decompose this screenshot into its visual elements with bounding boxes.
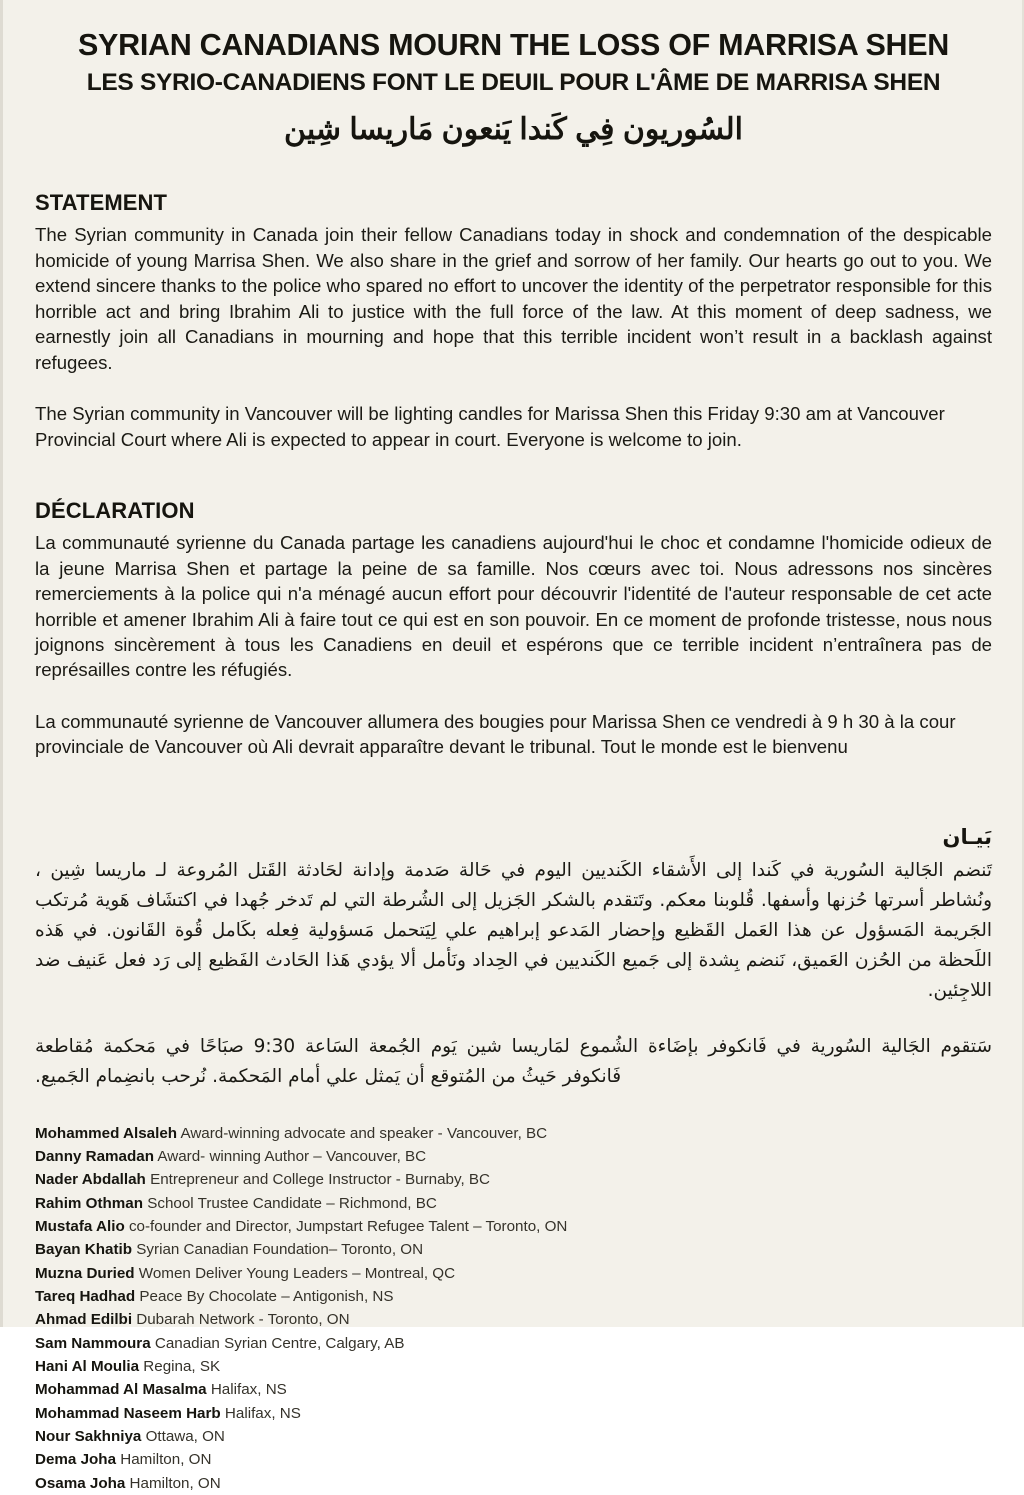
signatory-name: Muzna Duried xyxy=(35,1264,135,1282)
signatory-name: Nader Abdallah xyxy=(35,1171,146,1189)
signatory-name: Sam Nammoura xyxy=(35,1334,151,1352)
signatory-name: Tareq Hadhad xyxy=(35,1287,136,1305)
signatory-row xyxy=(35,1308,992,1331)
signatory-name: Mohammed Alsaleh xyxy=(35,1124,178,1142)
spacer xyxy=(35,1006,992,1032)
signatory-description: Peace By Chocolate – Antigonish, NS xyxy=(135,1287,394,1305)
signatory-description: co-founder and Director, Jumpstart Refugee Talent – Toronto, ON xyxy=(124,1217,568,1235)
arabic-paragraph-2: سَتقوم الجَالية السُورية في فَانكوفر بإضَاءة الشُموع لمَاريسا شين يَوم الجُمعة السَاعة 9:30 صبَاحًا في مَحكمة مُقاطعة فَانكوفر حَيثُ من المُتوقع أن يَمثل علي أمام المَحكمة. نُرحب بانضِمام الجَميع. xyxy=(35,1035,992,1087)
signatory-row xyxy=(35,1262,992,1285)
spacer xyxy=(35,375,992,401)
signatory-row xyxy=(35,1215,992,1238)
signatory-name: Hani Al Moulia xyxy=(35,1357,140,1375)
signatory-description: Halifax, NS xyxy=(220,1404,301,1422)
statement-heading: STATEMENT xyxy=(35,190,168,216)
signatory-description: School Trustee Candidate – Richmond, BC xyxy=(143,1194,437,1212)
signatory-description: Halifax, NS xyxy=(206,1381,287,1399)
signatory-row xyxy=(35,1402,992,1425)
signatory-description: Syrian Canadian Foundation– Toronto, ON xyxy=(132,1241,424,1259)
signatory-name: Danny Ramadan xyxy=(35,1148,155,1165)
signatory-description: Ottawa, ON xyxy=(141,1427,225,1445)
signatory-row xyxy=(35,1448,992,1471)
arabic-statement-section xyxy=(35,820,992,1092)
title-block xyxy=(35,28,992,152)
signatory-row xyxy=(35,1168,992,1191)
signatory-description: Canadian Syrian Centre, Calgary, AB xyxy=(150,1334,405,1352)
signatory-row xyxy=(35,1425,992,1448)
signatory-row xyxy=(35,1332,992,1355)
signatory-name: Nour Sakhniya xyxy=(35,1427,142,1445)
arabic-paragraph-1: تَنضم الجَالية السُورية في كَندا إلى الأَشقاء الكَنديين اليوم في حَالة صَدمة وإدانة لحَادثة القَتل المُروعة لـ ماريسا شِين ، ونُشاطر أسرتها حُزنها وأسفها. قُلوبنا معكم. وتَتقدم بالشكر الجَزيل إلى الشُرطة التي لم تَدخر جُهدا في اكتشَاف هَوية مُرتكب الجَريمة المَسؤول عن هذا العَمل القَظيع وإحضار المَدعو إبراهيم علي لِيَتحمل مَسؤولية فِعله بكَامل قُوة القَانون. في هَذه اللَحظة من الحُزن العَميق، نَنضم بِشدة إلى جَميع الكَنديين في الحِداد ونَأمل ألا يؤدي هَذا الحَادث الفَظيع إلى رَد فعل عَنيف ضد اللاجِئين. xyxy=(35,859,992,1001)
signatory-description: Hamilton, ON xyxy=(125,1474,221,1492)
signatory-name: Bayan Khatib xyxy=(35,1241,133,1259)
signatory-description: Entrepreneur and College Instructor - Burnaby, BC xyxy=(145,1171,490,1189)
signatory-row xyxy=(35,1285,992,1308)
title-french: LES SYRIO-CANADIENS FONT LE DEUIL POUR L'ÂME DE MARRISA SHEN xyxy=(86,68,941,96)
signatory-list xyxy=(35,1122,992,1495)
signatory-description: Award- winning Author – Vancouver, BC xyxy=(154,1148,427,1165)
signatory-name: Osama Joha xyxy=(35,1474,126,1492)
signatory-row xyxy=(35,1378,992,1401)
signatory-name: Mustafa Alio xyxy=(35,1217,125,1235)
signatory-row xyxy=(35,1472,992,1495)
spacer xyxy=(35,452,992,498)
signatory-name: Dema Joha xyxy=(35,1451,117,1469)
signatory-name: Mohammad Al Masalma xyxy=(35,1381,207,1399)
declaration-paragraph-1: La communauté syrienne du Canada partage les canadiens aujourd'hui le choc et condamne l'homicide odieux de la jeune Marrisa Shen et partage la peine de sa famille. Nos cœurs avec toi. Nous adressons nos sincères remerciements à la police qui n'a ménagé aucun effort pour découvrir l'identité de l'auteur responsable de cet acte horrible et amener Ibrahim Ali à faire tout ce qui est en son pouvoir. En ce moment de profonde tristesse, nous nous joignons sincèrement à tous les Canadiens en deuil et espérons que ce terrible incident n’entraînera pas de représailles contre les réfugiés. xyxy=(35,532,992,681)
spacer xyxy=(35,683,992,709)
statement-paragraph-2: The Syrian community in Vancouver will be lighting candles for Marissa Shen this Friday 9:30 am at Vancouver Provincial Court where Ali is expected to appear in court. Everyone is welcome to join. xyxy=(35,403,945,450)
signatory-description: Award-winning advocate and speaker - Vancouver, BC xyxy=(177,1124,548,1142)
signatory-description: Hamilton, ON xyxy=(116,1451,212,1469)
statement-paragraph-1: The Syrian community in Canada join their fellow Canadians today in shock and condemnation of the despicable homicide of young Marrisa Shen. We also share in the grief and sorrow of her family. Our hearts go out to you. We extend sincere thanks to the police who spared no effort to uncover the identity of the perpetrator responsible for this horrible act and bring Ibrahim Ali to justice with the full force of the law. At this moment of deep sadness, we earnestly join all Canadians in mourning and hope that this terrible incident won’t result in a backlash against refugees. xyxy=(35,224,992,373)
title-english: SYRIAN CANADIANS MOURN THE LOSS OF MARRISA SHEN xyxy=(78,28,949,62)
title-arabic: السُوريون فِي كَندا يَنعون مَاريسا شِين xyxy=(284,113,743,147)
signatory-description: Regina, SK xyxy=(139,1357,221,1375)
signatory-row xyxy=(35,1122,992,1145)
declaration-paragraph-2: La communauté syrienne de Vancouver allumera des bougies pour Marissa Shen ce vendredi à 9 h 30 à la cour provinciale de Vancouver où Ali devrait apparaître devant le tribunal. Tout le monde est le bienvenu xyxy=(35,710,956,758)
arabic-statement-heading: بَيـان xyxy=(942,824,992,849)
declaration-section xyxy=(35,498,992,760)
signatory-description: Dubarah Network - Toronto, ON xyxy=(132,1311,350,1329)
declaration-heading: DÉCLARATION xyxy=(35,498,195,524)
signatory-row xyxy=(35,1355,992,1378)
signatory-row xyxy=(35,1145,992,1168)
signatory-row xyxy=(35,1192,992,1215)
signatory-name: Rahim Othman xyxy=(35,1194,144,1212)
spacer xyxy=(35,760,992,820)
signatory-row xyxy=(35,1238,992,1261)
signatory-description: Women Deliver Young Leaders – Montreal, QC xyxy=(134,1264,456,1282)
signatory-name: Ahmad Edilbi xyxy=(35,1311,133,1329)
signatory-name: Mohammad Naseem Harb xyxy=(35,1404,221,1422)
statement-section xyxy=(35,190,992,452)
